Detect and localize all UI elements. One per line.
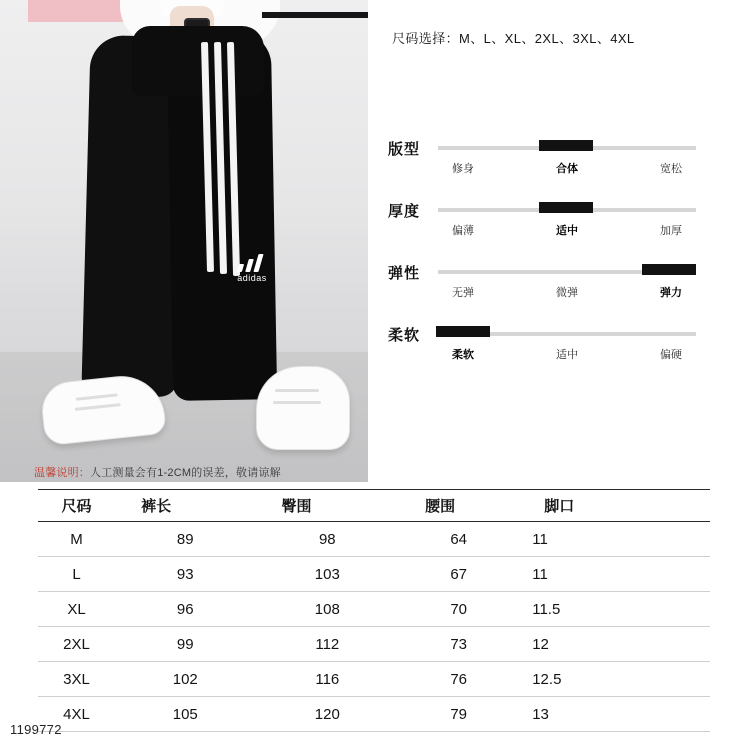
table-row <box>38 697 710 732</box>
cell-size: XL <box>38 592 115 627</box>
attribute-row-softness <box>380 316 710 378</box>
cell-length: 105 <box>115 697 255 732</box>
table-row <box>38 592 710 627</box>
logo-bars-icon <box>226 254 278 272</box>
attribute-knob <box>436 326 490 337</box>
pants-waistband <box>132 26 264 96</box>
table-row <box>38 557 710 592</box>
attribute-tick-selected: 适中 <box>556 225 578 237</box>
cell-cuff: 11 <box>518 522 710 557</box>
attribute-tick: 偏硬 <box>660 349 682 361</box>
attribute-tick: 宽松 <box>660 163 682 175</box>
attribute-label: 弹性 <box>388 265 421 282</box>
measurement-note-prefix: 温馨说明： <box>34 467 90 479</box>
attribute-tick: 加厚 <box>660 225 682 237</box>
cell-length: 99 <box>115 627 255 662</box>
attribute-tick: 修身 <box>452 163 474 175</box>
attribute-knob <box>539 202 593 213</box>
brand-logo-text: adidas <box>237 273 267 283</box>
attribute-ticks <box>438 222 696 240</box>
shoe-lace <box>76 393 118 400</box>
cell-cuff: 11.5 <box>518 592 710 627</box>
attribute-knob <box>539 140 593 151</box>
cell-size: 4XL <box>38 697 115 732</box>
cell-length: 93 <box>115 557 255 592</box>
cell-size: 2XL <box>38 627 115 662</box>
cell-waist: 70 <box>399 592 518 627</box>
attribute-tick: 适中 <box>556 349 578 361</box>
attribute-ticks <box>438 284 696 302</box>
product-photo <box>0 0 368 482</box>
cell-hip: 116 <box>255 662 399 697</box>
shoe-lace <box>273 401 321 404</box>
size-table-head <box>38 490 710 522</box>
cell-waist: 73 <box>399 627 518 662</box>
attribute-tick-selected: 合体 <box>556 163 578 175</box>
column-header-cuff: 脚口 <box>518 490 710 522</box>
footer-product-id: 1199772 <box>10 722 62 737</box>
attribute-tick: 微弹 <box>556 287 578 299</box>
cell-length: 96 <box>115 592 255 627</box>
measurement-note <box>34 464 281 480</box>
attribute-knob <box>642 264 696 275</box>
attribute-row-fit <box>380 130 710 192</box>
cell-cuff: 11 <box>518 557 710 592</box>
column-header-hip: 臀围 <box>255 490 399 522</box>
size-table-wrapper <box>38 489 710 732</box>
column-header-length: 裤长 <box>115 490 255 522</box>
column-header-waist: 腰围 <box>399 490 518 522</box>
attribute-row-elasticity <box>380 254 710 316</box>
attribute-tick: 偏薄 <box>452 225 474 237</box>
shoe-lace <box>75 403 121 411</box>
size-selection-text: 尺码选择：M、L、XL、2XL、3XL、4XL <box>392 31 635 46</box>
spec-panel <box>380 0 750 482</box>
cell-hip: 103 <box>255 557 399 592</box>
attribute-list <box>380 130 710 378</box>
attribute-row-thickness <box>380 192 710 254</box>
cell-waist: 79 <box>399 697 518 732</box>
attribute-ticks <box>438 160 696 178</box>
cell-hip: 108 <box>255 592 399 627</box>
cell-size: M <box>38 522 115 557</box>
attribute-ticks <box>438 346 696 364</box>
cell-waist: 76 <box>399 662 518 697</box>
table-row <box>38 522 710 557</box>
attribute-tick-selected: 柔软 <box>452 349 474 361</box>
measurement-note-text: 人工测量会有1-2CM的误差，敬请谅解 <box>90 467 281 479</box>
brand-logo <box>226 254 278 288</box>
attribute-label: 柔软 <box>388 327 421 344</box>
track-pants <box>86 8 286 398</box>
cell-waist: 67 <box>399 557 518 592</box>
cell-cuff: 13 <box>518 697 710 732</box>
shoe-lace <box>275 389 319 392</box>
cell-size: 3XL <box>38 662 115 697</box>
cell-hip: 120 <box>255 697 399 732</box>
cell-cuff: 12 <box>518 627 710 662</box>
attribute-tick: 无弹 <box>452 287 474 299</box>
cell-size: L <box>38 557 115 592</box>
size-table <box>38 489 710 732</box>
sneaker-right <box>256 366 350 450</box>
column-header-size: 尺码 <box>38 490 115 522</box>
attribute-label: 厚度 <box>388 203 421 220</box>
cell-hip: 112 <box>255 627 399 662</box>
cell-hip: 98 <box>255 522 399 557</box>
attribute-tick-selected: 弹力 <box>660 287 682 299</box>
cell-cuff: 12.5 <box>518 662 710 697</box>
table-header-row <box>38 490 710 522</box>
table-row <box>38 627 710 662</box>
size-table-body <box>38 522 710 732</box>
cell-waist: 64 <box>399 522 518 557</box>
table-row <box>38 662 710 697</box>
cell-length: 89 <box>115 522 255 557</box>
cell-length: 102 <box>115 662 255 697</box>
attribute-label: 版型 <box>388 141 421 158</box>
